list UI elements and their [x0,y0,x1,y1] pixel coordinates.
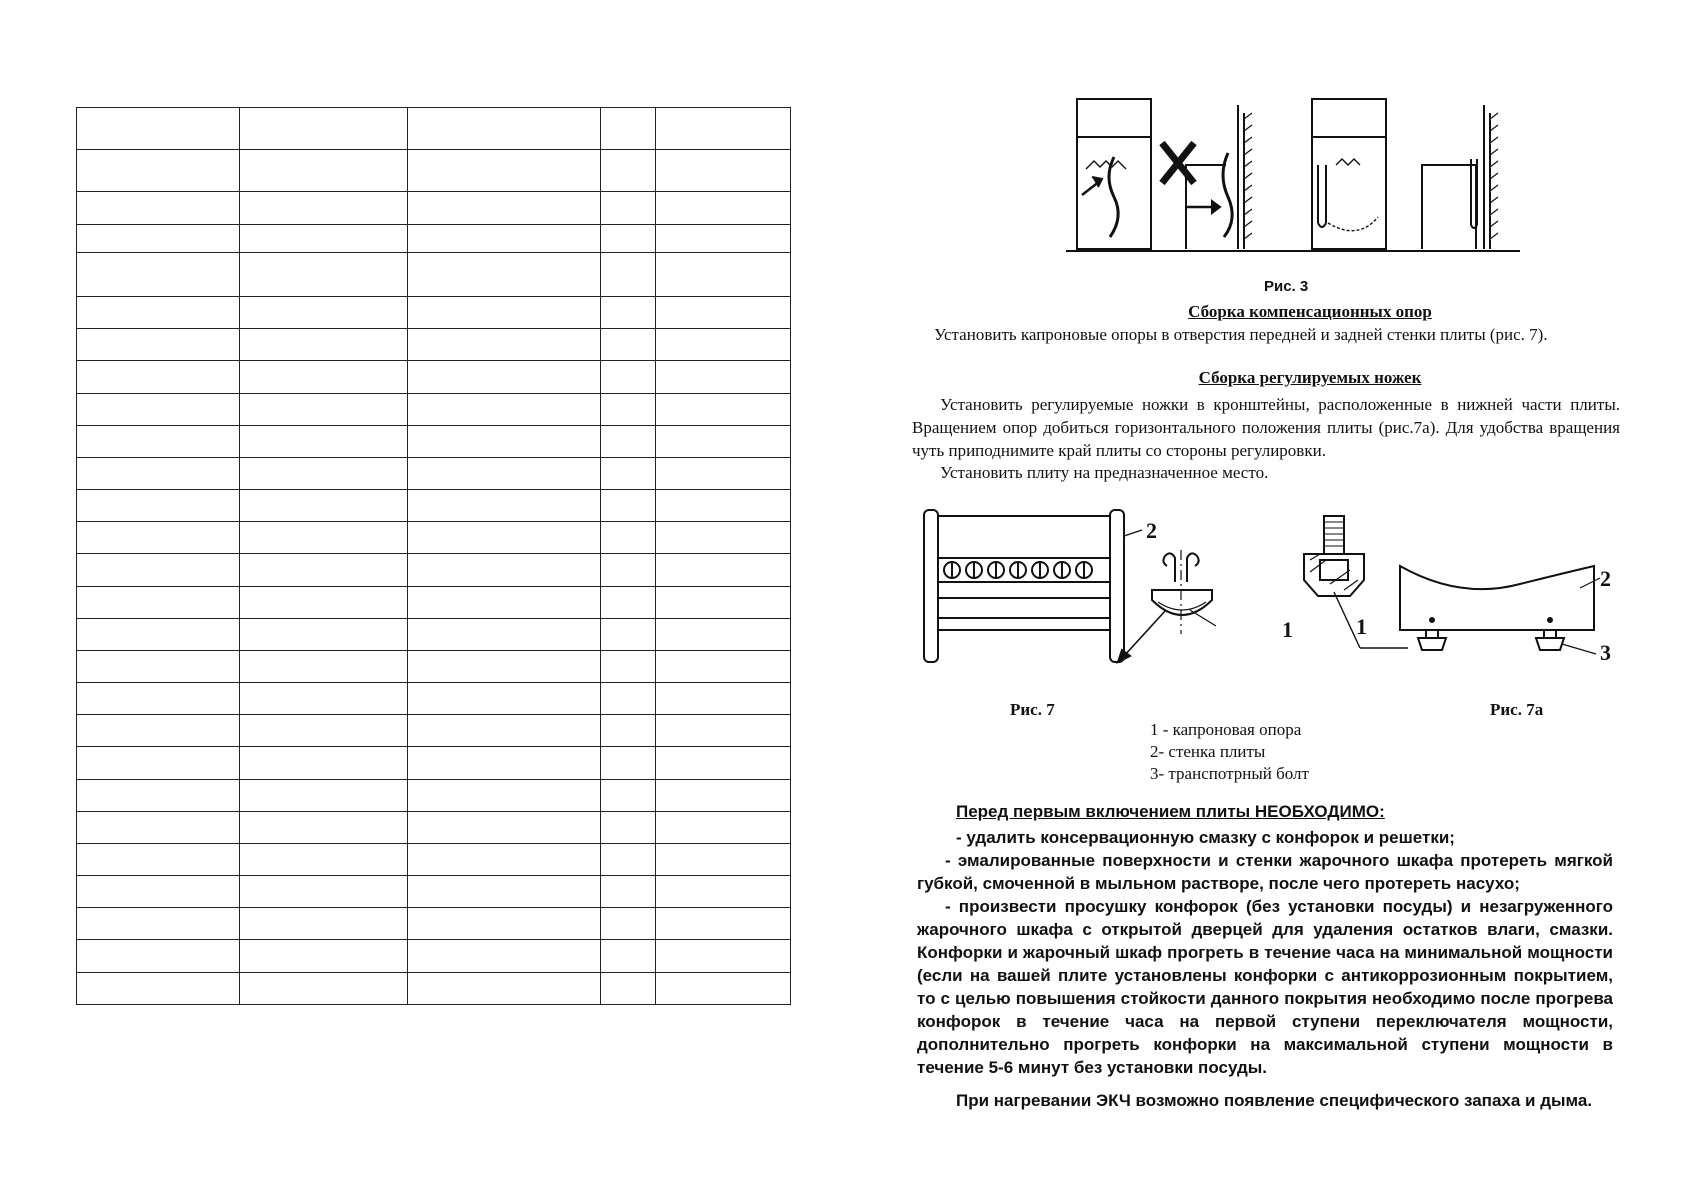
table-cell [656,940,791,972]
table-row [77,457,791,489]
legs-heading: Сборка регулируемых ножек [1198,368,1422,387]
table-cell [601,715,656,747]
table-cell [601,297,656,329]
table-cell [240,522,408,554]
figure-7-drawing [920,506,1300,666]
table-cell [77,715,240,747]
table-cell [408,457,601,489]
table-cell [77,940,240,972]
table-cell [408,224,601,252]
table-row [77,522,791,554]
table-cell [240,252,408,296]
table-cell [601,490,656,522]
table-cell [77,811,240,843]
warning-heading: Перед первым включением плиты НЕОБХОДИМО: [956,802,1385,821]
table-cell [656,811,791,843]
table-row [77,843,791,875]
table-cell [240,297,408,329]
warning-note: При нагревании ЭКЧ возможно появление специфического запаха и дыма. [956,1091,1593,1110]
table-cell [408,393,601,425]
table-row [77,361,791,393]
table-row [77,490,791,522]
table-row [77,224,791,252]
table-cell [408,192,601,224]
table-cell [656,150,791,192]
figure-7-callout-1: 1 [1282,617,1293,642]
table-row [77,618,791,650]
table-row [77,192,791,224]
table-cell [601,150,656,192]
table-cell [408,940,601,972]
figure-3-caption: Рис. 3 [1264,278,1309,295]
table-cell [601,252,656,296]
table-cell [601,650,656,682]
figure-7a-callout-2: 2 [1600,566,1611,591]
legend-item-1: 1 - капроновая опора [1150,720,1302,739]
warning-item-1: - удалить консервационную смазку с конфорок и решетки; [956,828,1455,847]
table-cell [240,393,408,425]
table-cell [656,650,791,682]
table-row [77,393,791,425]
empty-grid-table [76,107,791,1005]
table-cell [408,908,601,940]
table-cell [656,843,791,875]
table-row [77,425,791,457]
table-cell [408,618,601,650]
table-cell [77,683,240,715]
table-cell [240,940,408,972]
figure-7a-callout-3: 3 [1600,640,1611,665]
table-cell [656,747,791,779]
table-row [77,683,791,715]
table-cell [656,586,791,618]
table-cell [656,457,791,489]
table-cell [656,393,791,425]
table-cell [77,393,240,425]
table-cell [656,522,791,554]
table-cell [77,361,240,393]
table-cell [408,683,601,715]
table-cell [656,618,791,650]
table-cell [240,779,408,811]
warning-item-3: - произвести просушку конфорок (без установки посуды) и незагруженного жарочного шкафа с открытой дверцей для удаления остатков влаги, смазки. Конфорки и жарочный шкаф прогреть в течение часа на минимальной мощности (если на вашей плите установлены конфорки с антикоррозионным покрытием, то с целью повышения стойкости данного покрытия необходимо после прогрева конфорок в течение часа на первой ступени переключателя мощности, дополнительно прогреть конфорки на максимальной ступени мощности в течение 5-6 минут без установки посуды. [917,897,1613,1077]
table-cell [77,779,240,811]
table-cell [240,715,408,747]
figure-7a-callout-1: 1 [1356,614,1367,639]
table-row [77,876,791,908]
table-cell [656,683,791,715]
table-cell [240,908,408,940]
table-cell [601,329,656,361]
table-row [77,297,791,329]
table-cell [240,150,408,192]
table-cell [601,779,656,811]
table-cell [408,425,601,457]
table-row [77,650,791,682]
legs-text: Установить регулируемые ножки в кронштейны, расположенные в нижней части плиты. Вращением опор добиться горизонтального положения плиты (рис.7а). Для удобства вращения чуть приподнимите край плиты со стороны регулировки. [912,395,1620,460]
table-cell [656,224,791,252]
table-cell [601,457,656,489]
table-cell [601,811,656,843]
table-row [77,586,791,618]
table-cell [77,490,240,522]
table-cell [240,683,408,715]
table-cell [77,457,240,489]
table-cell [601,554,656,586]
table-cell [601,940,656,972]
warning-item-2: - эмалированные поверхности и стенки жарочного шкафа протереть мягкой губкой, смоченной в мыльном растворе, после чего протереть насухо; [917,851,1613,893]
table-cell [240,618,408,650]
table-cell [240,361,408,393]
table-cell [601,908,656,940]
table-cell [408,715,601,747]
table-row [77,908,791,940]
table-row [77,811,791,843]
table-row [77,972,791,1004]
legs-text-place: Установить плиту на предназначенное место. [940,463,1269,482]
table-cell [240,425,408,457]
table-cell [408,779,601,811]
table-cell [408,150,601,192]
table-cell [601,393,656,425]
table-cell [601,747,656,779]
table-cell [408,108,601,150]
table-cell [601,361,656,393]
table-cell [601,972,656,1004]
table-cell [77,522,240,554]
figure-7-callout-2: 2 [1146,518,1157,543]
table-row [77,715,791,747]
table-cell [77,972,240,1004]
table-row [77,329,791,361]
table-cell [656,715,791,747]
legend-item-3: 3- транспотрный болт [1150,764,1309,783]
table-cell [656,361,791,393]
table-row [77,554,791,586]
table-cell [240,554,408,586]
table-cell [77,224,240,252]
table-cell [77,843,240,875]
table-cell [656,876,791,908]
table-cell [240,747,408,779]
table-cell [601,425,656,457]
table-cell [656,779,791,811]
table-cell [240,192,408,224]
table-cell [656,908,791,940]
table-cell [240,876,408,908]
table-cell [240,586,408,618]
table-cell [77,192,240,224]
table-cell [77,650,240,682]
table-cell [656,972,791,1004]
table-row [77,252,791,296]
table-cell [77,554,240,586]
table-cell [601,618,656,650]
table-row [77,108,791,150]
table-cell [656,554,791,586]
table-cell [240,843,408,875]
table-cell [601,192,656,224]
table-cell [656,329,791,361]
table-cell [656,297,791,329]
table-cell [408,554,601,586]
table-row [77,150,791,192]
table-row [77,747,791,779]
table-row [77,779,791,811]
table-cell [240,224,408,252]
table-cell [656,490,791,522]
table-cell [77,908,240,940]
table-cell [77,297,240,329]
table-cell [240,972,408,1004]
table-cell [601,876,656,908]
table-cell [240,650,408,682]
table-cell [601,108,656,150]
table-cell [408,586,601,618]
table-cell [77,876,240,908]
figure-3-drawing [1066,95,1520,257]
figure-7a-drawing [1300,508,1630,668]
table-cell [77,425,240,457]
table-cell [408,297,601,329]
table-cell [240,490,408,522]
supports-text: Установить капроновые опоры в отверстия передней и задней стенки плиты (рис. 7). [934,325,1548,344]
table-cell [240,457,408,489]
table-cell [601,683,656,715]
table-cell [77,150,240,192]
table-cell [408,361,601,393]
table-cell [408,843,601,875]
table-cell [408,522,601,554]
table-cell [656,425,791,457]
table-cell [408,329,601,361]
table-cell [656,192,791,224]
table-cell [240,329,408,361]
table-cell [240,108,408,150]
table-cell [601,843,656,875]
table-cell [408,252,601,296]
table-cell [408,876,601,908]
table-cell [240,811,408,843]
table-cell [656,252,791,296]
table-cell [408,811,601,843]
table-cell [601,522,656,554]
table-cell [408,747,601,779]
table-cell [77,252,240,296]
table-cell [601,224,656,252]
table-cell [77,329,240,361]
table-cell [77,618,240,650]
figure-7-caption: Рис. 7 [1010,700,1055,719]
legend-item-2: 2- стенка плиты [1150,742,1266,761]
table-cell [408,972,601,1004]
table-cell [77,586,240,618]
table-cell [408,490,601,522]
table-cell [601,586,656,618]
table-cell [77,108,240,150]
table-cell [408,650,601,682]
table-cell [77,747,240,779]
supports-heading: Сборка компенсационных опор [1188,302,1432,321]
table-cell [656,108,791,150]
figure-7a-caption: Рис. 7а [1490,700,1544,719]
table-row [77,940,791,972]
